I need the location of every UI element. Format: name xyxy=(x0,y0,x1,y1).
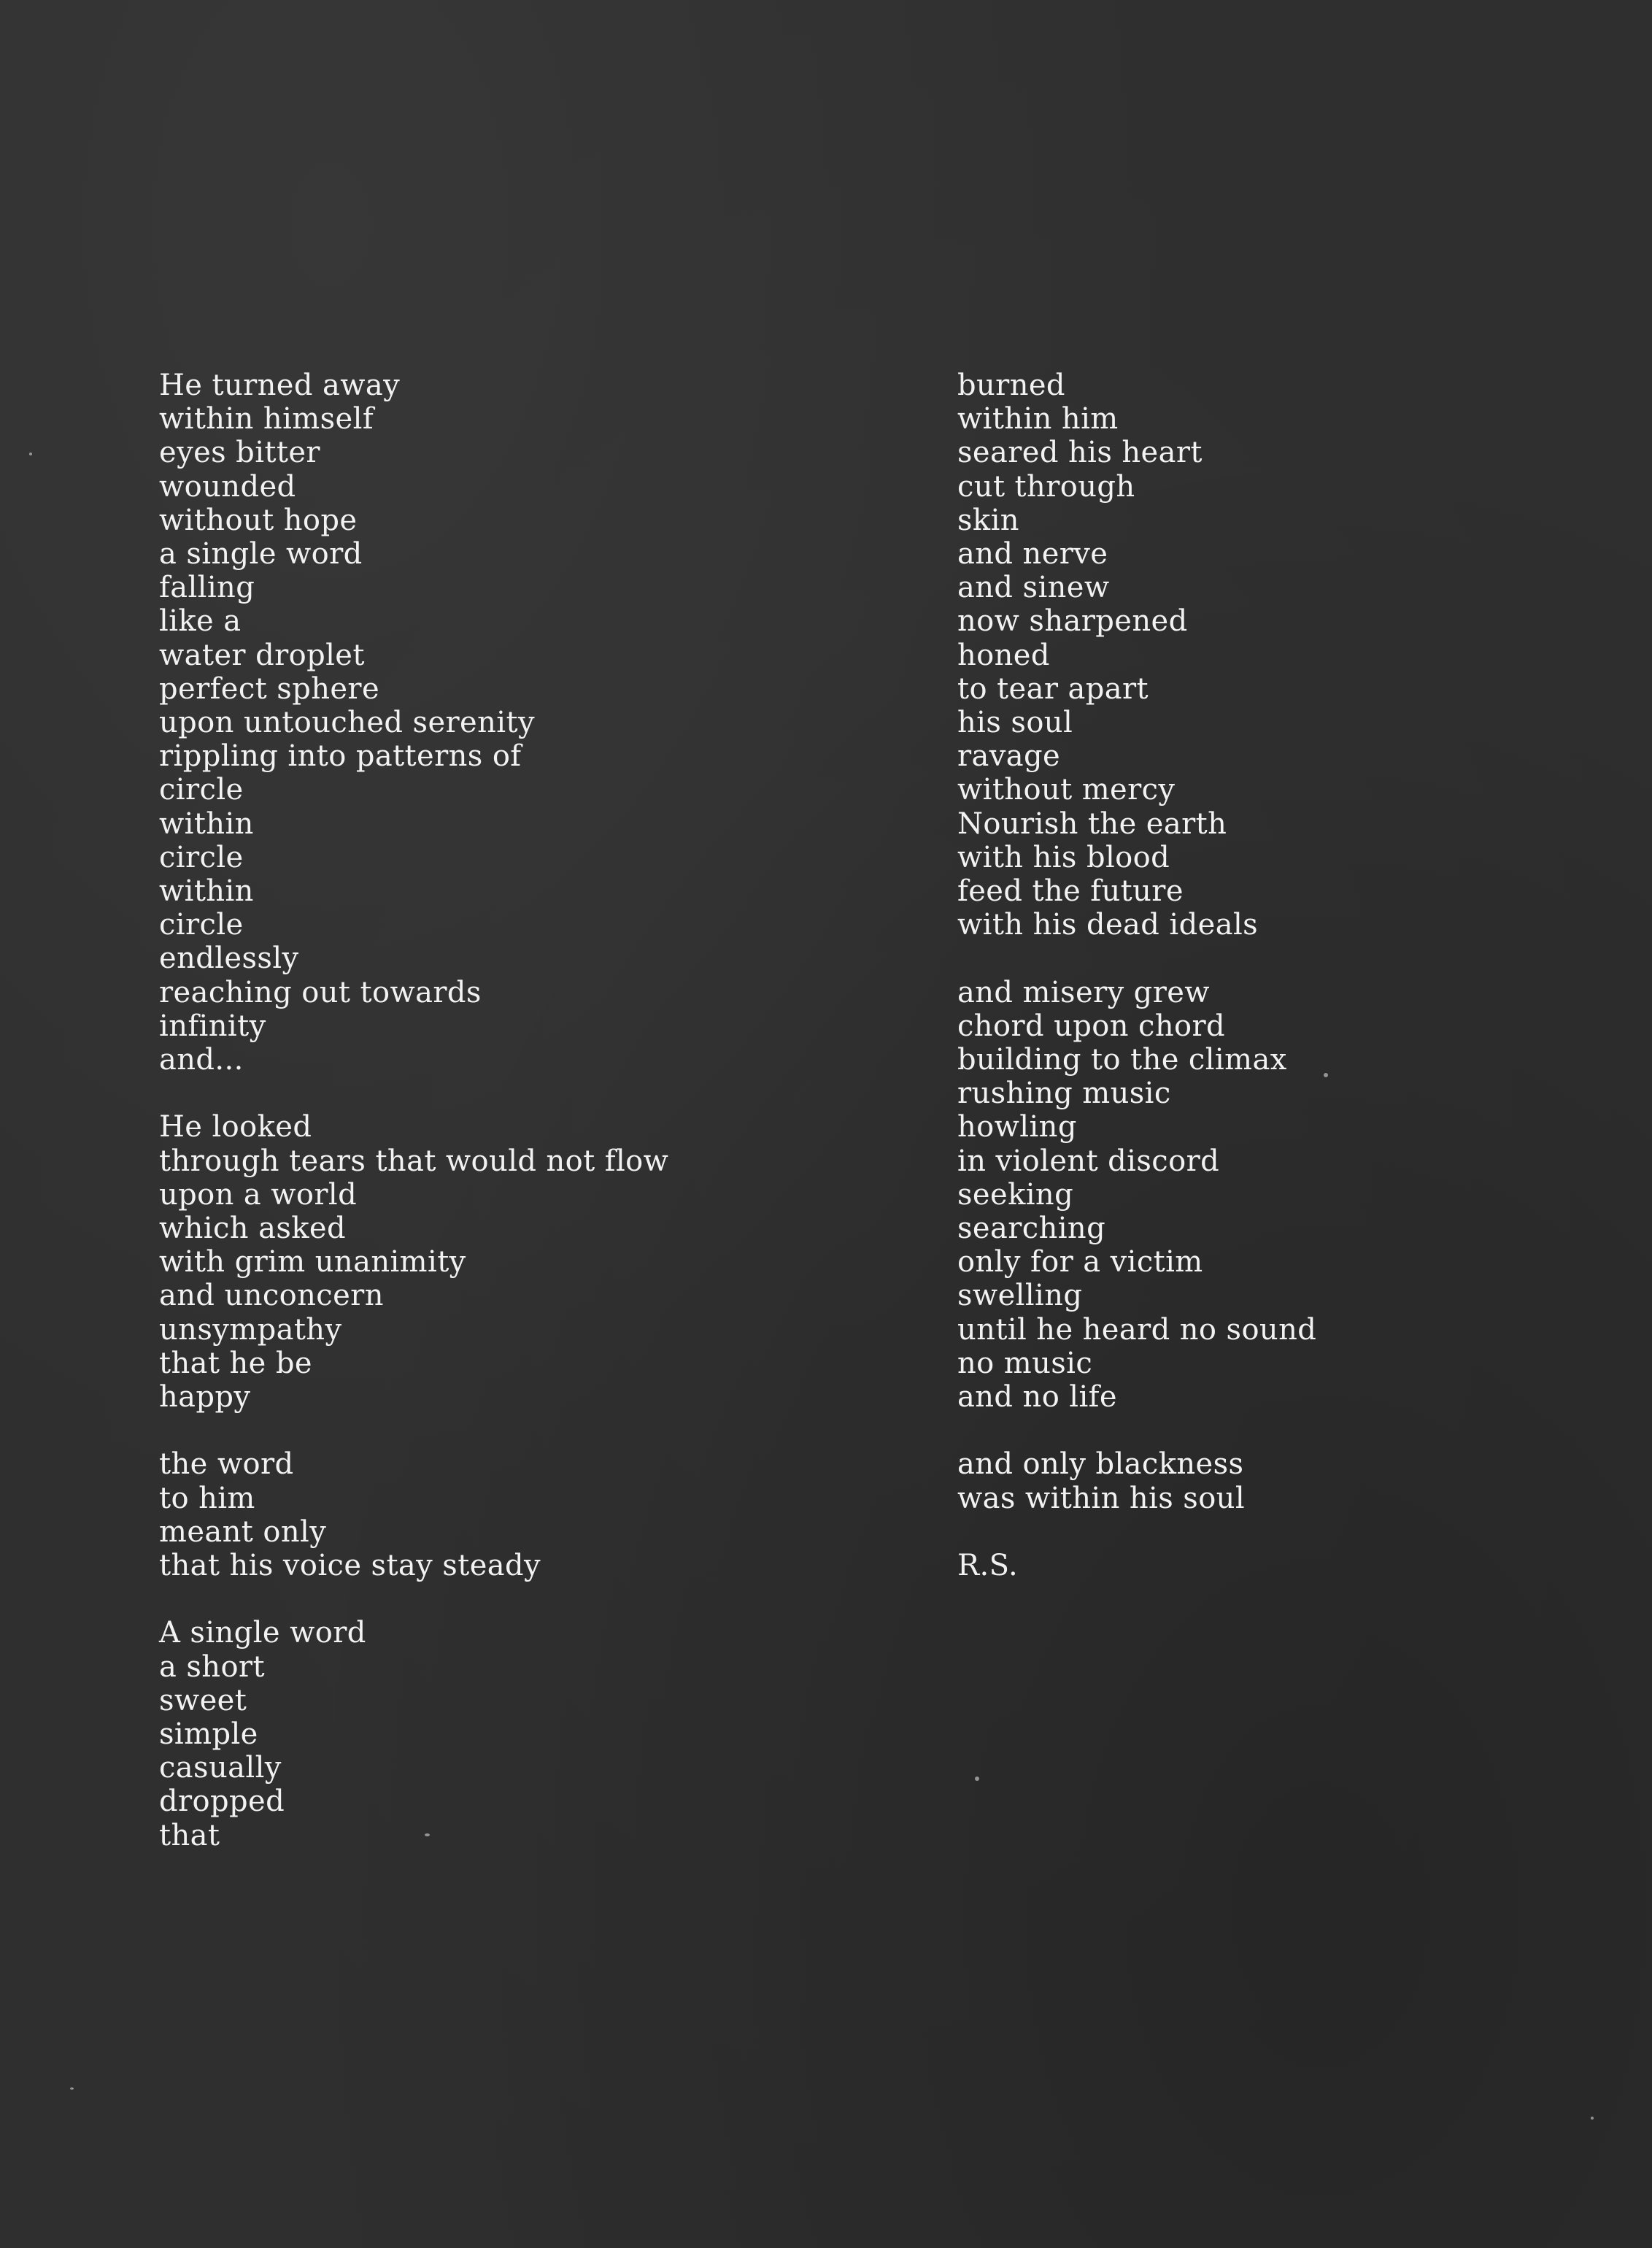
poem-line: the word xyxy=(159,1447,294,1482)
poem-line: casually xyxy=(159,1751,282,1785)
poem-line: was within his soul xyxy=(957,1481,1246,1515)
poem-stanza xyxy=(159,1110,668,1414)
poem-line: honed xyxy=(957,638,1050,672)
poem-line: through tears that would not flow xyxy=(159,1144,669,1178)
poem-line: within him xyxy=(957,402,1119,436)
poem-line: chord upon chord xyxy=(957,1009,1225,1043)
poem-line: a single word xyxy=(159,537,363,571)
poem-line: with his dead ideals xyxy=(957,908,1259,942)
poem-line: unsympathy xyxy=(159,1312,342,1347)
poem-line: seeking xyxy=(957,1177,1074,1212)
poem-line: circle xyxy=(159,773,244,807)
poem-line: building to the climax xyxy=(957,1043,1287,1077)
poem-line: water droplet xyxy=(159,638,365,672)
poem-line: and misery grew xyxy=(957,975,1210,1009)
poem-line: wounded xyxy=(159,469,296,504)
poem-line: ravage xyxy=(957,739,1061,774)
poem-line: and... xyxy=(159,1043,244,1077)
poem-line: eyes bitter xyxy=(159,436,320,470)
poem-stanza xyxy=(159,369,668,1077)
poem-line: no music xyxy=(957,1346,1093,1380)
poem-line: He turned away xyxy=(159,369,401,402)
poem-line: and unconcern xyxy=(159,1279,384,1313)
poem-line: swelling xyxy=(957,1279,1083,1313)
poem-line: A single word xyxy=(159,1616,366,1650)
paper-speck xyxy=(425,1833,430,1836)
poem-line: seared his heart xyxy=(957,436,1203,470)
poem-stanza xyxy=(159,1447,668,1582)
poem-stanza xyxy=(957,976,1316,1414)
poem-line: howling xyxy=(957,1110,1077,1144)
paper-speck xyxy=(975,1777,979,1781)
poem-line: and only blackness xyxy=(957,1447,1244,1482)
poem-stanza xyxy=(957,1447,1316,1514)
poem-line: circle xyxy=(159,840,244,874)
poem-line: until he heard no sound xyxy=(957,1312,1317,1347)
poem-stanza xyxy=(159,1616,668,1852)
poem-line: in violent discord xyxy=(957,1144,1220,1178)
poem-line: cut through xyxy=(957,469,1135,504)
paper-speck xyxy=(1324,1073,1328,1077)
paper-speck xyxy=(70,2087,74,2090)
poem-line: within xyxy=(159,874,254,909)
poem-line: upon untouched serenity xyxy=(159,706,535,740)
poem-line: and sinew xyxy=(957,571,1110,605)
poem-line: Nourish the earth xyxy=(957,807,1227,841)
poem-left-column xyxy=(159,369,668,1886)
poem-line: reaching out towards xyxy=(159,975,482,1009)
poem-line: dropped xyxy=(159,1785,285,1819)
poem-line: and no life xyxy=(957,1380,1117,1414)
poem-line: and nerve xyxy=(957,537,1108,571)
poem-line: within xyxy=(159,807,254,841)
poem-line: within himself xyxy=(159,402,374,436)
poem-line: without mercy xyxy=(957,773,1176,807)
poem-line: that xyxy=(159,1818,220,1852)
poem-line: meant only xyxy=(159,1514,327,1549)
author-signature: R.S. xyxy=(957,1549,1019,1583)
poem-line: falling xyxy=(159,571,255,605)
poem-stanza xyxy=(957,369,1316,942)
poem-line: circle xyxy=(159,908,244,942)
poem-line: He looked xyxy=(159,1110,312,1144)
poem-line: searching xyxy=(957,1212,1106,1246)
poem-line: a short xyxy=(159,1650,265,1684)
poem-line: without hope xyxy=(159,503,358,537)
poem-line: like a xyxy=(159,604,242,639)
poem-line: with grim unanimity xyxy=(159,1245,466,1279)
poem-line: perfect sphere xyxy=(159,671,380,706)
poem-line: now sharpened xyxy=(957,604,1188,639)
poem-line: infinity xyxy=(159,1009,266,1043)
poem-line: to tear apart xyxy=(957,671,1149,706)
poem-line: burned xyxy=(957,369,1065,402)
paper-speck xyxy=(1591,2117,1594,2120)
poem-line: that he be xyxy=(159,1346,312,1380)
poem-line: only for a victim xyxy=(957,1245,1203,1279)
paper-speck xyxy=(29,453,32,455)
poem-line: happy xyxy=(159,1380,251,1414)
poem-line: which asked xyxy=(159,1212,346,1246)
poem-line: simple xyxy=(159,1717,258,1752)
poem-line: feed the future xyxy=(957,874,1184,909)
poem-line: that his voice stay steady xyxy=(159,1549,541,1583)
poem-right-column xyxy=(957,369,1316,1582)
poem-line: skin xyxy=(957,503,1019,537)
poem-line: endlessly xyxy=(159,942,299,976)
poem-line: with his blood xyxy=(957,840,1170,874)
poem-line: rippling into patterns of xyxy=(159,739,522,774)
poem-line: rushing music xyxy=(957,1077,1171,1111)
poem-line: upon a world xyxy=(159,1177,358,1212)
poem-line: sweet xyxy=(159,1683,247,1717)
poem-line: to him xyxy=(159,1481,255,1515)
poem-line: his soul xyxy=(957,706,1073,740)
